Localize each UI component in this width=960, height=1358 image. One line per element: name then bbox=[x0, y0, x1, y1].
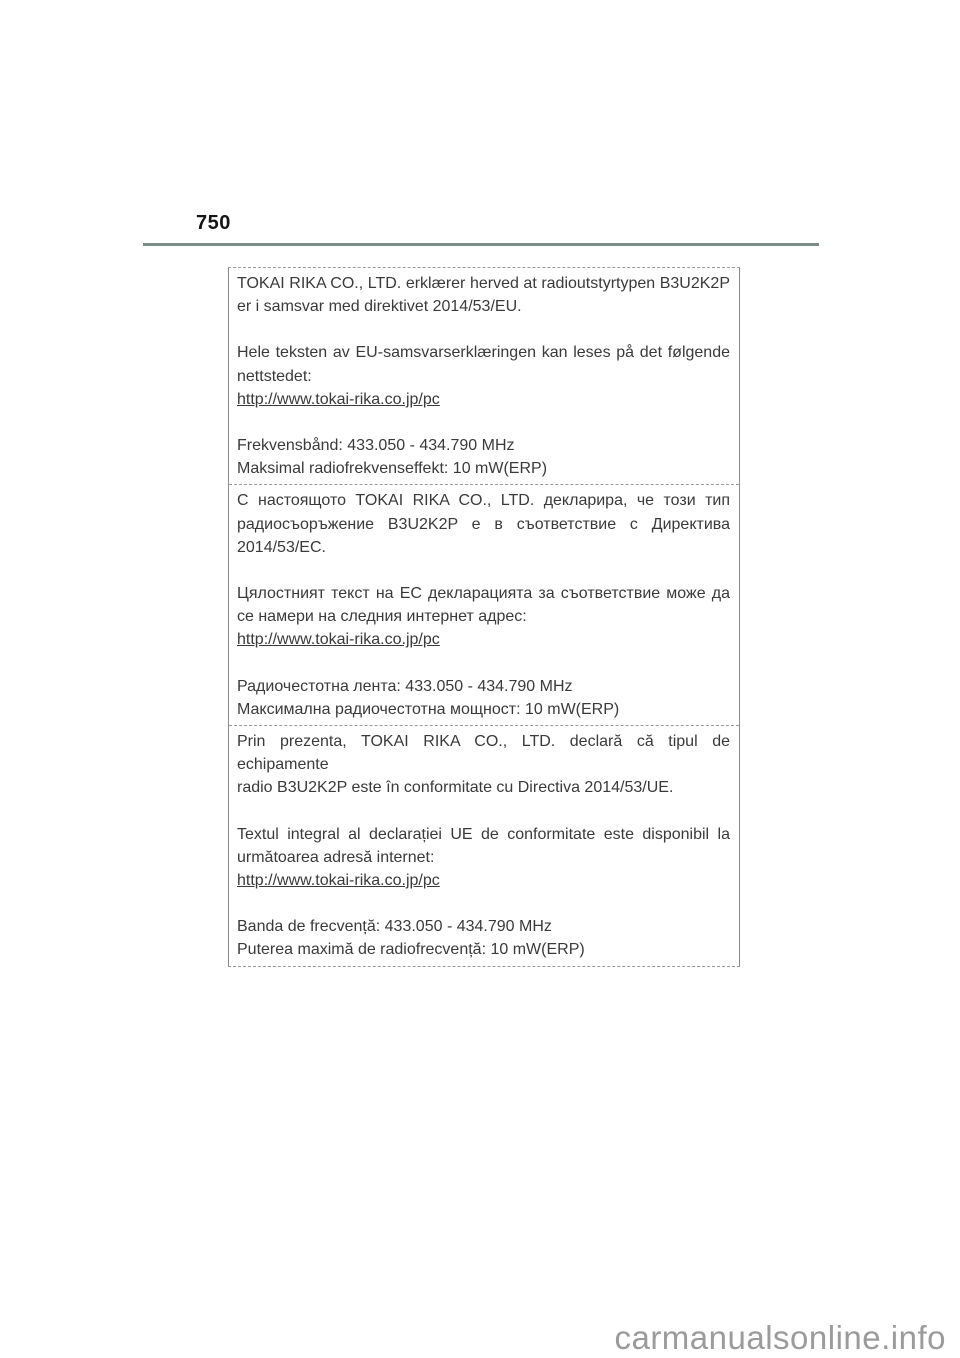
header-rule-divider bbox=[143, 243, 819, 246]
text-line: Banda de frecvență: 433.050 - 434.790 MHz bbox=[237, 918, 552, 936]
text-line: 2014/53/ЕС. bbox=[237, 538, 326, 556]
text-line: Puterea maximă de radiofrecvență: 10 mW(ERP) bbox=[237, 941, 585, 959]
printed-url-text: http://www.tokai-rika.co.jp/pc bbox=[237, 872, 440, 890]
paragraph bbox=[237, 915, 730, 961]
text-line: er i samsvar med direktivet 2014/53/EU. bbox=[237, 298, 522, 316]
paragraph bbox=[237, 341, 730, 411]
text-line: С настоящото TOKAI RIKA CO., LTD. декларира, че този тип bbox=[237, 492, 730, 510]
text-line: радиосъоръжение B3U2K2P е в съответствие с Директива bbox=[237, 515, 730, 533]
text-line: Hele teksten av EU-samsvarserklæringen kan leses på det følgende bbox=[237, 344, 730, 362]
printed-url-text: http://www.tokai-rika.co.jp/pc bbox=[237, 390, 440, 408]
page-number: 750 bbox=[196, 212, 231, 234]
text-line: Радиочестотна лента: 433.050 - 434.790 MHz bbox=[237, 677, 573, 695]
text-line: radio B3U2K2P este în conformitate cu Directiva 2014/53/UE. bbox=[237, 779, 674, 797]
paragraph bbox=[237, 434, 730, 480]
text-line: Prin prezenta, TOKAI RIKA CO., LTD. declară că tipul de echipamente bbox=[237, 733, 730, 774]
text-line: Цялостният текст на ЕС декларацията за съответствие може да bbox=[237, 585, 730, 603]
paragraph bbox=[237, 489, 730, 559]
text-line: Textul integral al declarației UE de conformitate este disponibil la bbox=[237, 825, 730, 843]
table-cell-norwegian bbox=[229, 268, 739, 484]
text-line: Максимална радиочестотна мощност: 10 mW(ERP) bbox=[237, 700, 620, 718]
paragraph bbox=[237, 823, 730, 893]
watermark-text: carmanualsonline.info bbox=[614, 1319, 946, 1356]
table-cell-bulgarian bbox=[229, 484, 739, 725]
paragraph bbox=[237, 675, 730, 721]
text-line: се намери на следния интернет адрес: bbox=[237, 608, 527, 626]
conformity-declaration-table bbox=[228, 267, 740, 967]
text-line: Maksimal radiofrekvenseffekt: 10 mW(ERP) bbox=[237, 460, 548, 478]
table-cell-romanian bbox=[229, 725, 739, 966]
text-line: TOKAI RIKA CO., LTD. erklærer herved at radioutstyrtypen B3U2K2P bbox=[237, 275, 730, 292]
paragraph bbox=[237, 730, 730, 800]
printed-url-text: http://www.tokai-rika.co.jp/pc bbox=[237, 631, 440, 649]
text-line: Frekvensbånd: 433.050 - 434.790 MHz bbox=[237, 437, 515, 455]
paragraph bbox=[237, 582, 730, 652]
text-line: nettstedet: bbox=[237, 367, 312, 385]
paragraph bbox=[237, 272, 730, 318]
text-line: următoarea adresă internet: bbox=[237, 848, 435, 866]
